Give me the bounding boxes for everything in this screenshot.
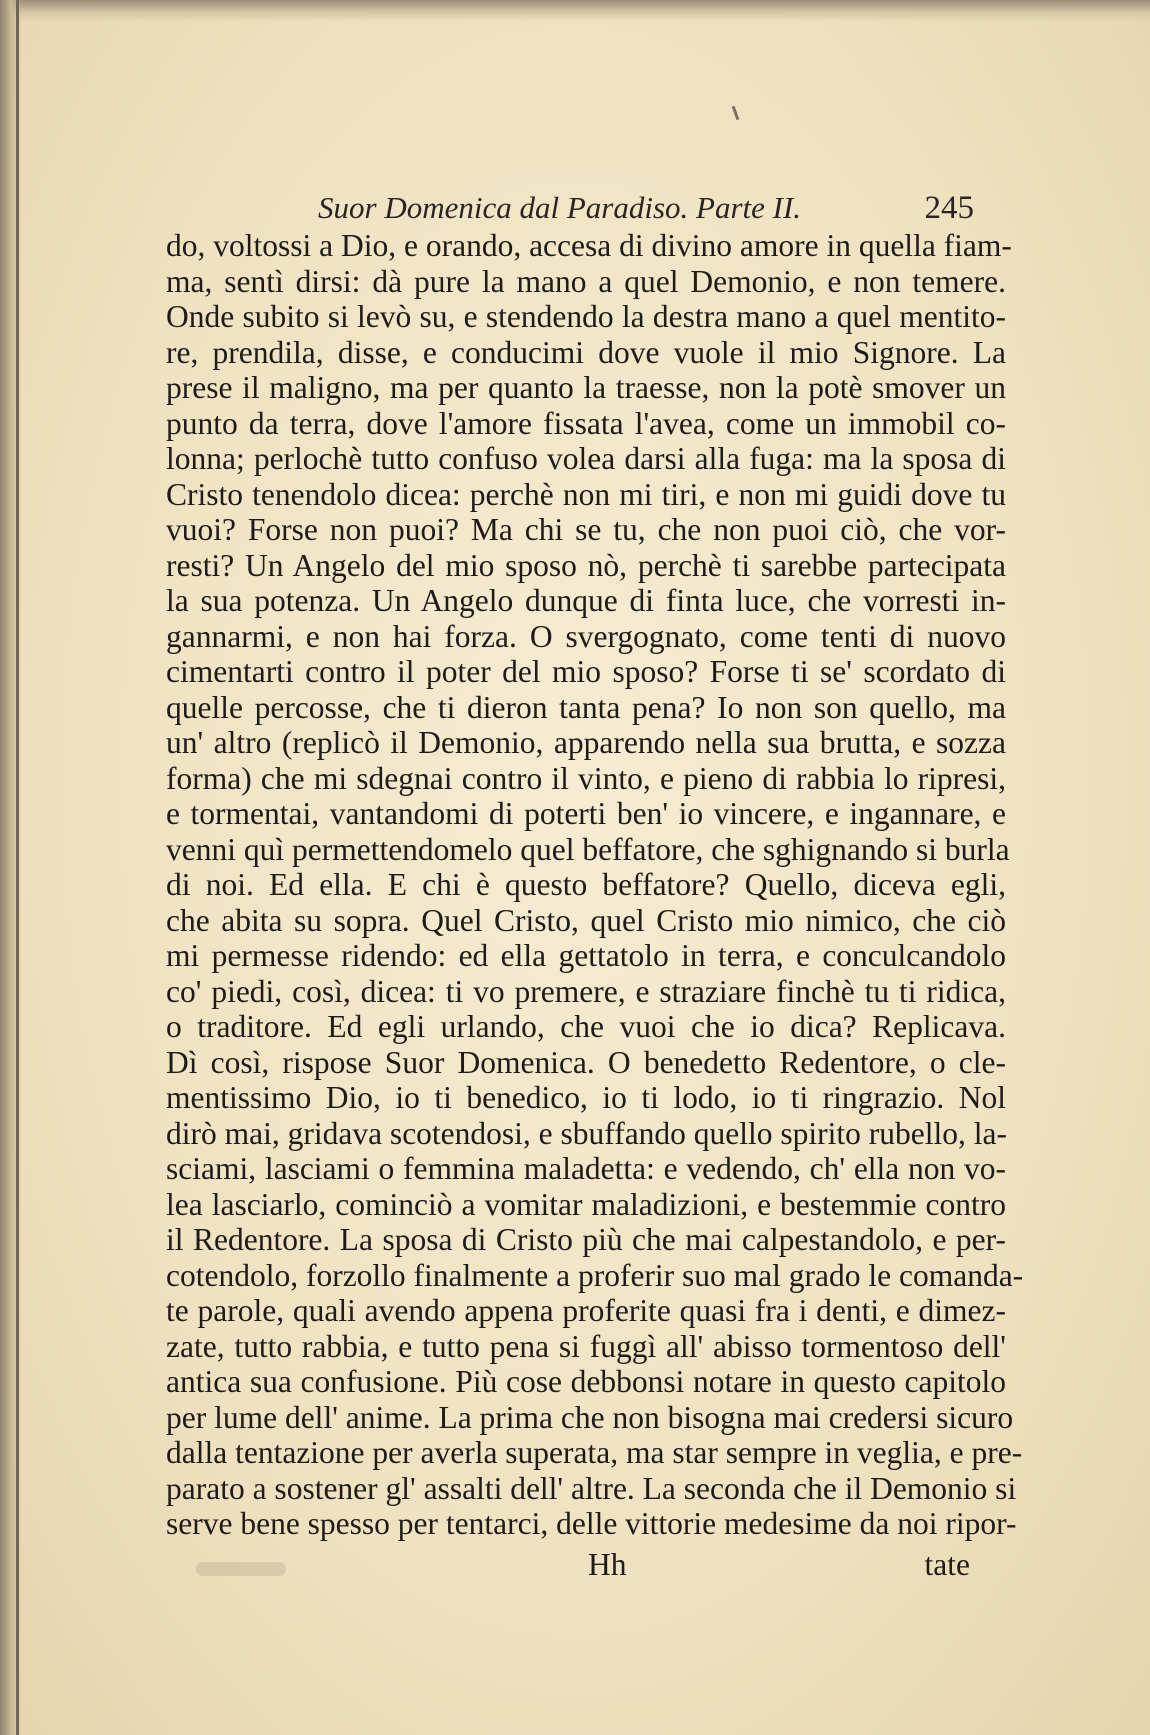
text-line: dalla tentazione per averla superata, ma star sempre in veglia, e pre- <box>166 1435 1023 1470</box>
text-line: gannarmi, e non hai forza. O svergognato, come tenti di nuovo <box>166 618 1006 654</box>
page-number: 245 <box>924 190 974 226</box>
text-line: cimentarti contro il poter del mio sposo? Forse ti se' scordato di <box>166 654 1006 689</box>
text-line: il Redentore. La sposa di Cristo più che mai calpestandolo, e per- <box>166 1222 1006 1257</box>
text-line: serve bene spesso per tentarci, delle vittorie medesime da noi ripor- <box>166 1506 1017 1541</box>
text-line: antica sua confusione. Più cose debbonsi notare in questo capitolo <box>166 1364 1006 1399</box>
text-line: resti? Un Angelo del mio sposo nò, perchè ti sarebbe partecipata <box>166 547 1006 583</box>
text-line: co' piedi, così, dicea: ti vo premere, e straziare finchè tu ti ridica, <box>166 973 1006 1009</box>
text-line: di noi. Ed ella. E chi è questo beffatore? Quello, diceva egli, <box>166 867 1006 902</box>
text-line: do, voltossi a Dio, e orando, accesa di divino amore in quella fiam- <box>166 228 1012 263</box>
text-line: lea lasciarlo, cominciò a vomitar maladizioni, e bestemmie contro <box>166 1186 1006 1222</box>
text-line: zate, tutto rabbia, e tutto pena si fuggì all' abisso tormentoso dell' <box>166 1328 1006 1364</box>
signature-mark: Hh <box>588 1547 627 1582</box>
text-line: quelle percosse, che ti dieron tanta pena? Io non son quello, ma <box>166 689 1006 725</box>
text-line: Cristo tenendolo dicea: perchè non mi tiri, e non mi guidi dove tu <box>166 476 1006 512</box>
running-title: Suor Domenica dal Paradiso. Parte II. <box>318 190 802 225</box>
text-line: e tormentai, vantandomi di poterti ben' io vincere, e ingannare, e <box>166 796 1006 831</box>
text-line: mi permesse ridendo: ed ella gettatolo in terra, e conculcandolo <box>166 938 1006 973</box>
text-line: ma, sentì dirsi: dà pure la mano a quel Demonio, e non temere. <box>166 263 1006 299</box>
text-line: cotendolo, forzollo finalmente a proferir suo mal grado le comanda- <box>166 1257 1024 1293</box>
ink-mark <box>732 106 740 120</box>
text-line: Dì così, rispose Suor Domenica. O benedetto Redentore, o cle- <box>166 1044 1006 1080</box>
text-line: venni quì permettendomelo quel beffatore, che sghignando si burla <box>166 831 1010 867</box>
text-line: vuoi? Forse non puoi? Ma chi se tu, che non puoi ciò, che vor- <box>166 512 1006 547</box>
binding-line <box>16 0 19 1735</box>
text-line: mentissimo Dio, io ti benedico, io ti lodo, io ti ringrazio. Nol <box>166 1080 1006 1115</box>
body-text <box>166 228 1024 1542</box>
text-line: re, prendila, disse, e conducimi dove vuole il mio Signore. La <box>166 334 1006 370</box>
running-header <box>318 190 974 230</box>
text-line: dirò mai, gridava scotendosi, e sbuffando quello spirito rubello, la- <box>166 1115 1007 1151</box>
text-line: punto da terra, dove l'amore fissata l'avea, come un immobil co- <box>166 405 1006 441</box>
text-line: che abita su sopra. Quel Cristo, quel Cristo mio nimico, che ciò <box>166 902 1006 938</box>
text-line: forma) che mi sdegnai contro il vinto, e pieno di rabbia lo ripresi, <box>166 760 1006 796</box>
text-line: per lume dell' anime. La prima che non bisogna mai credersi sicuro <box>166 1399 1014 1435</box>
text-line: un' altro (replicò il Demonio, apparendo nella sua brutta, e sozza <box>166 725 1006 760</box>
page-top-edge <box>0 0 1150 22</box>
text-line: la sua potenza. Un Angelo dunque di finta luce, che vorresti in- <box>166 583 1006 618</box>
page-footer <box>166 1547 1006 1587</box>
text-line: te parole, quali avendo appena proferite quasi fra i denti, e dimez- <box>166 1293 1006 1328</box>
text-line: sciami, lasciami o femmina maladetta: e vedendo, ch' ella non vo- <box>166 1151 1006 1186</box>
catchword: tate <box>924 1547 970 1582</box>
text-line: Onde subito si levò su, e stendendo la destra mano a quel mentito- <box>166 299 1006 334</box>
text-line: lonna; perlochè tutto confuso volea darsi alla fuga: ma la sposa di <box>166 441 1006 476</box>
text-line: o traditore. Ed egli urlando, che vuoi che io dica? Replicava. <box>166 1009 1006 1044</box>
text-line: parato a sostener gl' assalti dell' altre. La seconda che il Demonio si <box>166 1470 1017 1506</box>
text-line: prese il maligno, ma per quanto la traesse, non la potè smover un <box>166 370 1006 405</box>
